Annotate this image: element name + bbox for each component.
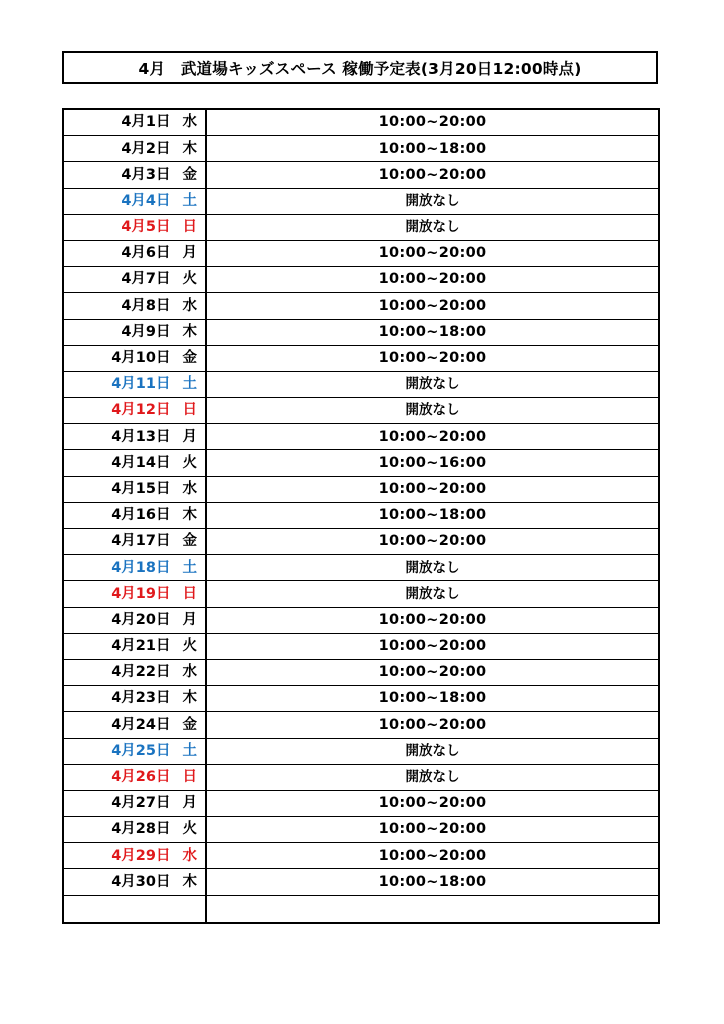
weekday-label: 木 [182,873,197,890]
date-label: 4月26日 [111,769,171,786]
date-label: 4月17日 [111,533,171,550]
date-label: 4月2日 [121,140,171,157]
hours-label: 10:00~20:00 [378,664,487,681]
hours-label: 開放なし [405,192,460,209]
hours-cell [206,790,659,816]
schedule-row [63,345,659,371]
date-cell-content [64,744,205,759]
hours-label: 10:00~20:00 [378,638,487,655]
date-cell [63,450,206,476]
schedule-row [63,267,659,293]
hours-label: 開放なし [405,585,460,602]
date-cell [63,502,206,528]
weekday-label: 水 [182,480,197,497]
schedule-row [63,398,659,424]
date-cell [63,633,206,659]
hours-cell [206,817,659,843]
date-cell-content [64,822,205,837]
schedule-row [63,790,659,816]
hours-label: 10:00~20:00 [378,114,487,131]
schedule-title-box [62,51,658,84]
date-label: 4月28日 [111,821,171,838]
weekday-label: 水 [182,297,197,314]
date-label: 4月30日 [111,873,171,890]
hours-cell [206,398,659,424]
hours-cell [206,424,659,450]
date-label: 4月11日 [111,376,171,393]
hours-label: 10:00~20:00 [378,847,487,864]
hours-label: 開放なし [405,376,460,393]
date-cell [63,136,206,162]
schedule-table [62,108,660,924]
date-cell [63,843,206,869]
weekday-label: 金 [182,166,197,183]
schedule-row [63,424,659,450]
schedule-row [63,659,659,685]
date-cell [63,293,206,319]
date-cell [63,869,206,895]
hours-cell [206,214,659,240]
schedule-row [63,529,659,555]
schedule-row [63,581,659,607]
schedule-row [63,712,659,738]
weekday-label: 土 [182,376,197,393]
schedule-row [63,843,659,869]
date-cell-content [64,246,205,261]
schedule-row [63,450,659,476]
hours-label: 開放なし [405,742,460,759]
date-cell-content [64,272,205,287]
date-label: 4月10日 [111,350,171,367]
hours-cell [206,476,659,502]
date-cell [63,109,206,136]
hours-cell [206,764,659,790]
hours-cell [206,267,659,293]
weekday-label: 木 [182,323,197,340]
date-cell-content [64,351,205,366]
weekday-label: 木 [182,507,197,524]
date-cell [63,240,206,266]
date-cell-content [64,639,205,654]
hours-cell [206,529,659,555]
date-cell-content [64,403,205,418]
hours-cell [206,686,659,712]
schedule-row [63,109,659,136]
blank-hours-cell [206,895,659,923]
page-title: 4月 武道場キッズスペース 稼働予定表(3月20日12:00時点) [138,59,582,78]
hours-cell [206,502,659,528]
date-cell [63,162,206,188]
date-cell [63,659,206,685]
date-cell-content [64,456,205,471]
weekday-label: 水 [182,664,197,681]
date-label: 4月15日 [111,480,171,497]
date-cell-content [64,875,205,890]
date-cell-content [64,115,205,130]
date-cell [63,607,206,633]
date-cell [63,398,206,424]
date-cell-content [64,561,205,576]
hours-label: 10:00~18:00 [378,507,487,524]
date-cell-content [64,325,205,340]
date-label: 4月24日 [111,716,171,733]
weekday-label: 水 [182,114,197,131]
hours-label: 10:00~16:00 [378,454,487,471]
schedule-row [63,476,659,502]
hours-cell [206,319,659,345]
hours-label: 10:00~20:00 [378,611,487,628]
date-label: 4月21日 [111,638,171,655]
date-label: 4月19日 [111,585,171,602]
date-cell-content [64,587,205,602]
hours-cell [206,712,659,738]
schedule-row [63,686,659,712]
hours-label: 10:00~20:00 [378,271,487,288]
weekday-label: 水 [182,847,197,864]
hours-label: 10:00~20:00 [378,428,487,445]
weekday-label: 土 [182,192,197,209]
hours-cell [206,607,659,633]
hours-cell [206,633,659,659]
date-cell-content [64,299,205,314]
date-cell [63,188,206,214]
date-cell-content [64,168,205,183]
date-label: 4月29日 [111,847,171,864]
hours-cell [206,240,659,266]
date-cell [63,764,206,790]
date-cell [63,476,206,502]
date-label: 4月8日 [121,297,171,314]
date-label: 4月16日 [111,507,171,524]
date-label: 4月18日 [111,559,171,576]
hours-label: 10:00~20:00 [378,795,487,812]
date-cell-content [64,508,205,523]
schedule-row [63,136,659,162]
date-cell [63,738,206,764]
date-cell-content [64,482,205,497]
date-cell-content [64,613,205,628]
weekday-label: 土 [182,559,197,576]
hours-cell [206,109,659,136]
date-cell-content [64,770,205,785]
weekday-label: 土 [182,742,197,759]
date-cell [63,581,206,607]
hours-cell [206,188,659,214]
date-label: 4月23日 [111,690,171,707]
date-cell [63,214,206,240]
blank-row [63,895,659,923]
date-cell [63,790,206,816]
date-cell-content [64,796,205,811]
date-label: 4月6日 [121,245,171,262]
weekday-label: 月 [182,245,197,262]
schedule-row [63,607,659,633]
weekday-label: 火 [182,271,197,288]
date-label: 4月5日 [121,219,171,236]
weekday-label: 火 [182,821,197,838]
date-cell-content [64,142,205,157]
weekday-label: 月 [182,795,197,812]
hours-cell [206,450,659,476]
date-cell [63,371,206,397]
weekday-label: 日 [182,585,197,602]
date-label: 4月7日 [121,271,171,288]
date-label: 4月3日 [121,166,171,183]
date-label: 4月13日 [111,428,171,445]
hours-cell [206,371,659,397]
weekday-label: 日 [182,769,197,786]
hours-label: 開放なし [405,769,460,786]
date-label: 4月12日 [111,402,171,419]
schedule-row [63,240,659,266]
date-label: 4月20日 [111,611,171,628]
hours-cell [206,843,659,869]
schedule-row [63,214,659,240]
hours-label: 10:00~20:00 [378,297,487,314]
blank-date-cell [63,895,206,923]
schedule-row [63,738,659,764]
hours-label: 10:00~20:00 [378,245,487,262]
weekday-label: 日 [182,402,197,419]
date-cell [63,319,206,345]
weekday-label: 日 [182,219,197,236]
hours-label: 10:00~20:00 [378,350,487,367]
date-cell [63,712,206,738]
hours-label: 10:00~18:00 [378,140,487,157]
weekday-label: 月 [182,611,197,628]
weekday-label: 火 [182,638,197,655]
schedule-row [63,319,659,345]
schedule-row [63,502,659,528]
date-cell [63,817,206,843]
hours-cell [206,738,659,764]
date-cell-content [64,430,205,445]
date-cell-content [64,377,205,392]
schedule-row [63,817,659,843]
hours-cell [206,869,659,895]
hours-label: 開放なし [405,402,460,419]
hours-label: 10:00~20:00 [378,821,487,838]
schedule-row [63,869,659,895]
date-cell-content [64,534,205,549]
hours-cell [206,136,659,162]
date-cell [63,686,206,712]
hours-label: 10:00~18:00 [378,873,487,890]
date-cell [63,555,206,581]
weekday-label: 木 [182,140,197,157]
weekday-label: 木 [182,690,197,707]
weekday-label: 金 [182,716,197,733]
hours-cell [206,162,659,188]
date-cell-content [64,691,205,706]
hours-cell [206,555,659,581]
hours-cell [206,659,659,685]
hours-label: 10:00~20:00 [378,480,487,497]
date-label: 4月25日 [111,742,171,759]
schedule-row [63,633,659,659]
hours-cell [206,345,659,371]
hours-label: 10:00~20:00 [378,533,487,550]
date-cell [63,529,206,555]
schedule-row [63,162,659,188]
date-label: 4月1日 [121,114,171,131]
weekday-label: 金 [182,533,197,550]
schedule-row [63,764,659,790]
hours-label: 開放なし [405,219,460,236]
date-cell-content [64,220,205,235]
hours-label: 10:00~20:00 [378,166,487,183]
date-cell-content [64,194,205,209]
weekday-label: 金 [182,350,197,367]
hours-label: 10:00~20:00 [378,716,487,733]
weekday-label: 火 [182,454,197,471]
date-cell-content [64,665,205,680]
schedule-body [63,109,659,923]
schedule-row [63,188,659,214]
hours-cell [206,581,659,607]
hours-cell [206,293,659,319]
schedule-row [63,371,659,397]
date-label: 4月9日 [121,323,171,340]
date-cell-content [64,849,205,864]
schedule-row [63,293,659,319]
date-label: 4月22日 [111,664,171,681]
date-label: 4月27日 [111,795,171,812]
date-cell [63,424,206,450]
hours-label: 10:00~18:00 [378,690,487,707]
date-cell-content [64,718,205,733]
date-label: 4月4日 [121,192,171,209]
date-label: 4月14日 [111,454,171,471]
schedule-row [63,555,659,581]
hours-label: 開放なし [405,559,460,576]
weekday-label: 月 [182,428,197,445]
hours-label: 10:00~18:00 [378,323,487,340]
date-cell [63,267,206,293]
date-cell [63,345,206,371]
